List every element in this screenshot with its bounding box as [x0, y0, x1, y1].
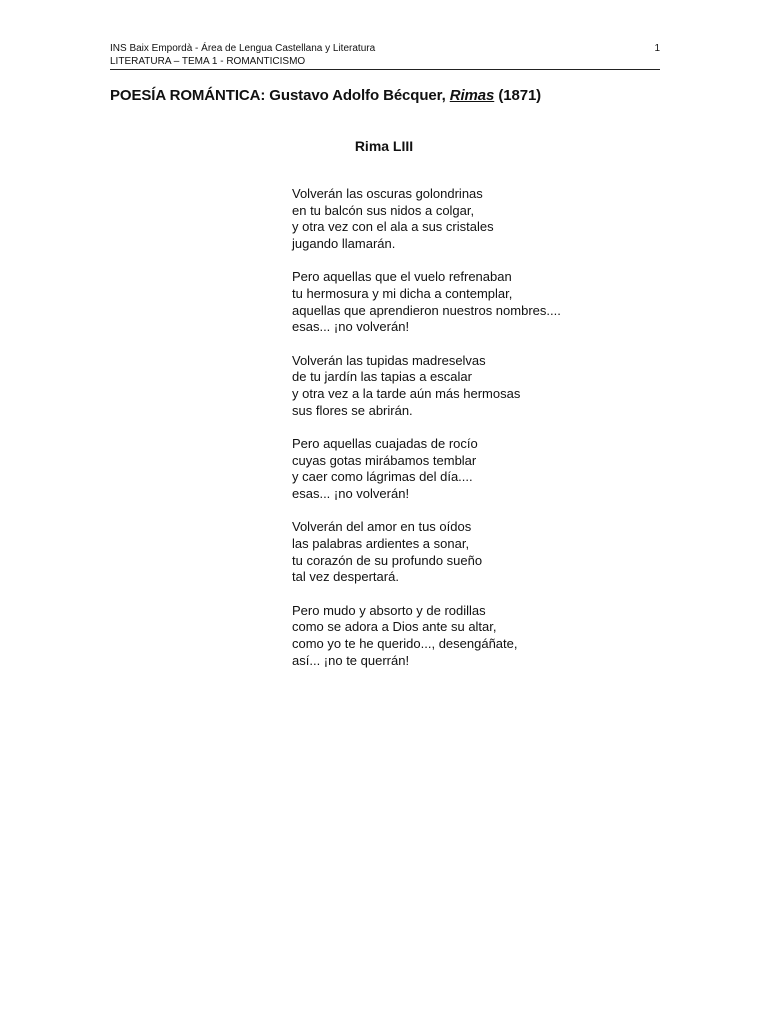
header-subject: LITERATURA – TEMA 1 - ROMANTICISMO	[110, 56, 306, 67]
verse-line: así... ¡no te querrán!	[292, 652, 410, 668]
verse-line: esas... ¡no volverán!	[292, 319, 410, 335]
poem-title: Rima LIII	[354, 138, 414, 154]
verse-line: Pero aquellas que el vuelo refrenaban	[292, 269, 512, 285]
verse-line: sus flores se abrirán.	[292, 402, 413, 418]
verse-line: y caer como lágrimas del día....	[292, 469, 473, 485]
verse-line: como se adora a Dios ante su altar,	[292, 619, 497, 635]
verse-line: las palabras ardientes a sonar,	[292, 535, 470, 551]
verse-line: tal vez despertará.	[292, 569, 399, 585]
stanza	[292, 269, 561, 336]
verse-line: jugando llamarán.	[292, 236, 396, 252]
document-title-prefix: POESÍA ROMÁNTICA: Gustavo Adolfo Bécquer,	[110, 87, 450, 104]
verse-line: en tu balcón sus nidos a colgar,	[292, 202, 475, 218]
stanza	[292, 353, 561, 420]
stanza	[292, 519, 561, 586]
page-number: 1	[654, 43, 660, 54]
verse-line: tu hermosura y mi dicha a contemplar,	[292, 286, 513, 302]
stanza	[292, 603, 561, 670]
document-title	[110, 86, 541, 106]
verse-line: de tu jardín las tapias a escalar	[292, 369, 472, 385]
document-title-suffix: (1871)	[494, 87, 542, 104]
verse-line: Volverán del amor en tus oídos	[292, 519, 472, 535]
stanza	[292, 436, 561, 503]
page-header	[110, 42, 660, 70]
verse-line: aquellas que aprendieron nuestros nombres....	[292, 302, 561, 318]
verse-line: como yo te he querido..., desengáñate,	[292, 635, 518, 651]
verse-line: Pero aquellas cuajadas de rocío	[292, 435, 478, 451]
verse-line: Volverán las tupidas madreselvas	[292, 352, 486, 368]
verse-line: Pero mudo y absorto y de rodillas	[292, 602, 486, 618]
verse-line: y otra vez con el ala a sus cristales	[292, 219, 494, 235]
header-institution: INS Baix Empordà - Área de Lengua Castellana y Literatura	[110, 43, 376, 54]
verse-line: y otra vez a la tarde aún más hermosas	[292, 386, 521, 402]
stanza	[292, 186, 561, 253]
verse-line: cuyas gotas mirábamos temblar	[292, 452, 477, 468]
verse-line: tu corazón de su profundo sueño	[292, 552, 483, 568]
document-title-work: Rimas	[449, 87, 495, 104]
verse-line: esas... ¡no volverán!	[292, 486, 410, 502]
verse-line: Volverán las oscuras golondrinas	[292, 186, 483, 201]
poem-body	[292, 186, 561, 686]
